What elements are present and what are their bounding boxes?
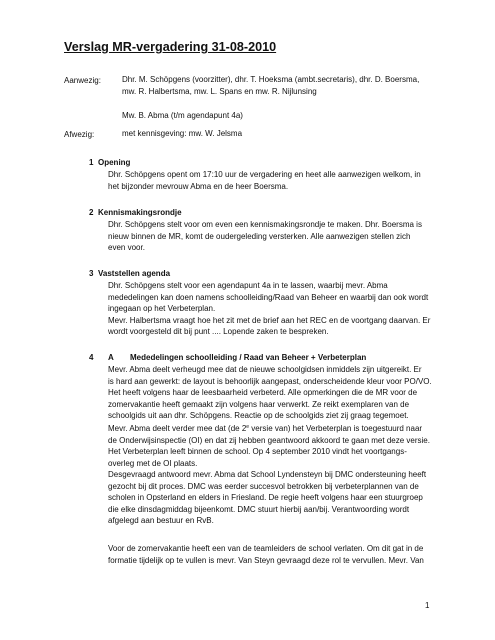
present-list bbox=[122, 74, 419, 97]
section-body bbox=[108, 423, 430, 527]
body-line: Dhr. Schöpgens stelt voor een agendapunt 4a in te lassen, waarbij mevr. Abma bbox=[108, 281, 388, 290]
body-line: even voor. bbox=[108, 243, 145, 252]
body-line: scholen in Opsterland en elders in Friesland. De regie heeft volgens haar een stuurgroep bbox=[108, 493, 423, 502]
section-body bbox=[108, 364, 432, 422]
section-body bbox=[108, 543, 424, 566]
body-line: Mevr. Halbertsma vraagt hoe het zit met de brief aan het REC en de voortgang daarvan. Er bbox=[108, 315, 431, 325]
body-line: Mevr. Abma deelt verder mee dat (de 2e versie van) het Verbeterplan is toegestuurd naar bbox=[108, 424, 423, 433]
absent-text: met kennisgeving: mw. W. Jelsma bbox=[122, 129, 243, 138]
body-line: Desgevraagd antwoord mevr. Abma dat School Lyndensteyn bij DMC ondersteuning heeft bbox=[108, 470, 427, 479]
body-line: die elke dinsdagmiddag bijeenkomt. DMC stuurt hierbij aan/bij. Verantwoording wordt bbox=[108, 504, 410, 514]
body-line: overleg met de OI plaats. bbox=[108, 458, 198, 468]
body-line: Dhr. Schöpgens stelt voor om even een kennismakingsrondje te maken. Dhr. Boersma is bbox=[108, 220, 422, 229]
section-title: Kennismakingsrondje bbox=[98, 208, 182, 217]
body-line: wordt voorgesteld dit bij punt .... Lopende zaken te bespreken. bbox=[108, 327, 329, 336]
body-line: Mevr. Abma deelt verheugd mee dat de nieuwe schoolgidsen inmiddels zijn uitgereikt. Er bbox=[108, 365, 422, 374]
body-line: Dhr. Schöpgens opent om 17:10 uur de vergadering en heet alle aanwezigen welkom, in bbox=[108, 170, 421, 179]
present-label: Aanwezig: bbox=[64, 76, 101, 85]
body-line: ingegaan op het Verbeterplan. bbox=[108, 304, 216, 313]
present-note bbox=[122, 110, 243, 122]
section-number: 2 bbox=[89, 208, 94, 217]
section-title: Vaststellen agenda bbox=[98, 269, 171, 278]
section-title: Opening bbox=[98, 158, 131, 167]
section-number: 4 bbox=[89, 353, 94, 362]
body-line: mededelingen kan doen namens schoolleiding/Raad van Beheer en waarbij dan ook wordt bbox=[108, 292, 429, 302]
body-line: formatie tijdelijk op te vullen is mevr. Van Steyn gevraagd deze rol te vervullen. Mevr. Van bbox=[108, 555, 424, 565]
absent-label: Afwezig: bbox=[64, 130, 95, 139]
body-line: Het Verbeterplan leeft binnen de school. Op 4 september 2010 vindt het voortgangs- bbox=[108, 447, 407, 456]
body-line: nieuw binnen de MR, komt de oudergeleding versterken. Alle aanwezigen stellen zich bbox=[108, 231, 411, 241]
body-line: gezocht bij dit proces. DMC was eerder succesvol betrokken bij verbeterplannen van de bbox=[108, 481, 419, 491]
section-sub-letter: A bbox=[108, 353, 114, 362]
section-body bbox=[108, 169, 421, 192]
section-number: 3 bbox=[89, 269, 94, 278]
body-line: schoolgids uit aan dhr. Schöpgens. Reactie op de schoolgids ziet zij graag tegemoet. bbox=[108, 411, 409, 420]
document-title: Verslag MR-vergadering 31-08-2010 bbox=[64, 40, 277, 54]
present-line: Mw. B. Abma (t/m agendapunt 4a) bbox=[122, 111, 243, 120]
body-line: afgelegd aan bestuur en RvB. bbox=[108, 516, 214, 525]
section-title: Mededelingen schoolleiding / Raad van Beheer + Verbeterplan bbox=[130, 353, 367, 362]
section-number: 1 bbox=[89, 158, 94, 167]
present-line: mw. R. Halbertsma, mw. L. Spans en mw. R. Nijlunsing bbox=[122, 86, 317, 96]
body-line: Voor de zomervakantie heeft een van de teamleiders de school verlaten. Om dit gat in de bbox=[108, 544, 424, 553]
section-body bbox=[108, 219, 422, 254]
body-line: de Onderwijsinspectie (OI) en dat zij hebben geantwoord akkoord te gaan met deze versie. bbox=[108, 435, 430, 445]
body-line: Het heeft volgens haar de leesbaarheid verbeterd. Alle opmerkingen die de MR voor de bbox=[108, 388, 418, 397]
body-line: het bijzonder mevrouw Abma en de heer Boersma. bbox=[108, 181, 289, 191]
body-line: zomervakantie heeft gemaakt zijn volgens haar verwerkt. Ze reikt exemplaren van de bbox=[108, 399, 410, 409]
present-line: Dhr. M. Schöpgens (voorzitter), dhr. T. Hoeksma (ambt.secretaris), dhr. D. Boersma, bbox=[122, 75, 420, 84]
body-line: is hard aan gewerkt: de layout is behoorlijk aangepast, onderscheidende kleur voor PO/VO. bbox=[108, 376, 432, 386]
page-number: 1 bbox=[425, 601, 430, 610]
section-body bbox=[108, 280, 430, 338]
